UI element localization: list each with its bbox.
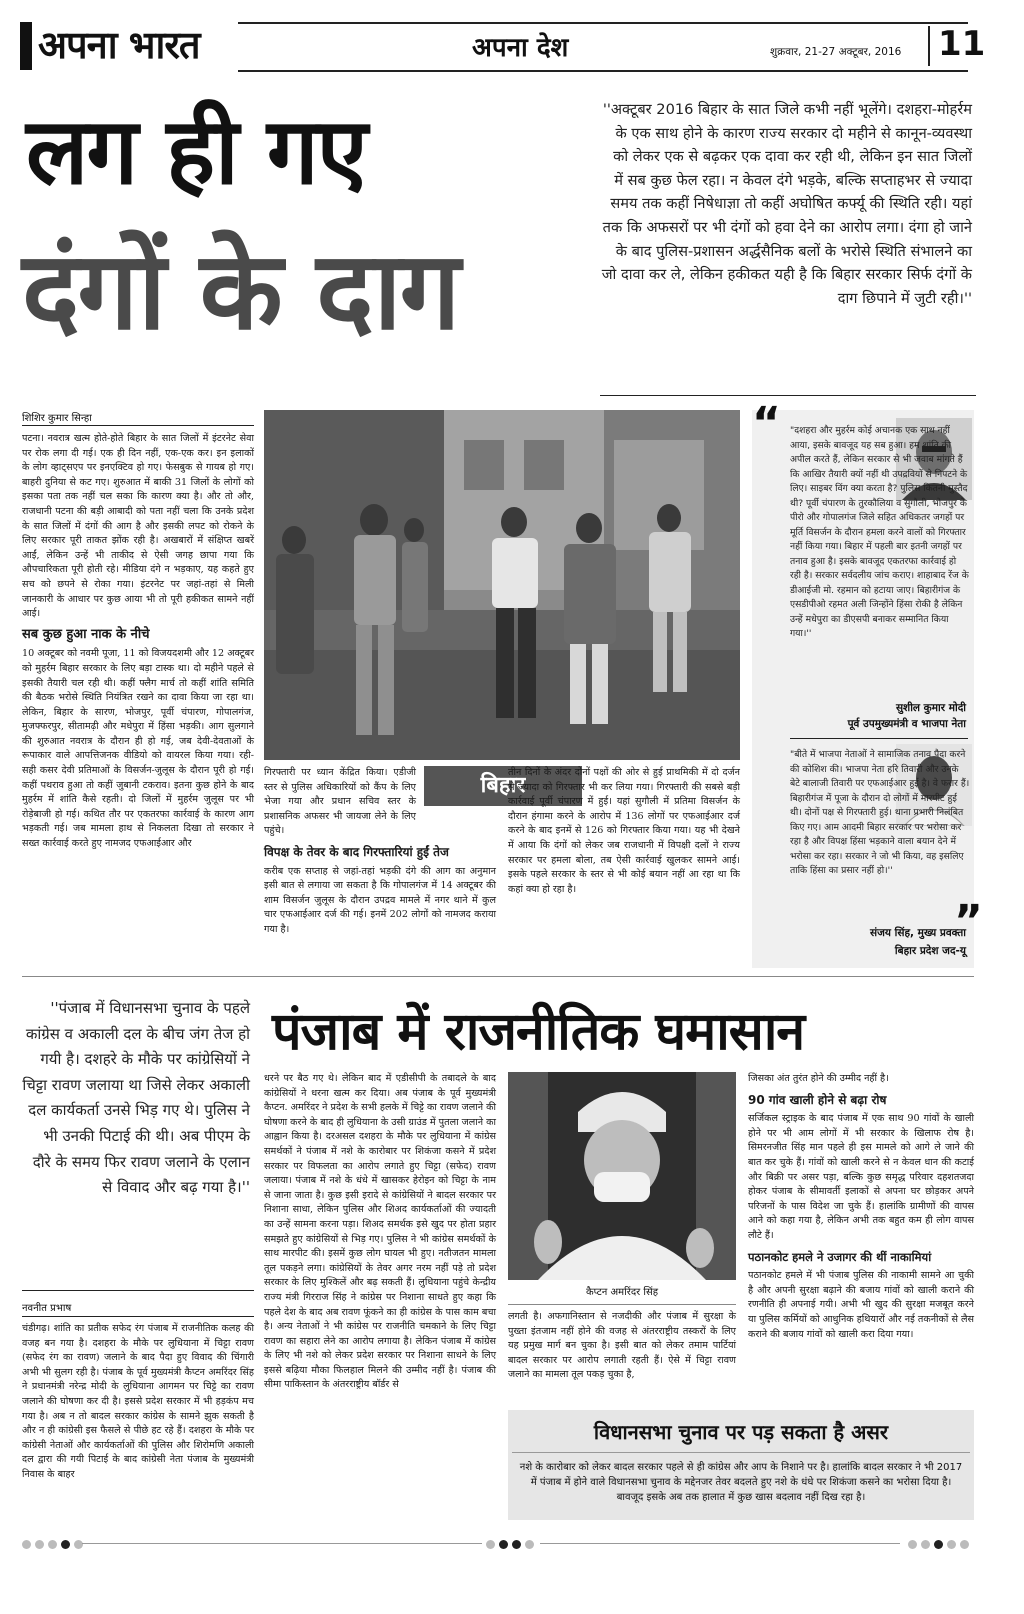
- sidebar-quote-1: "दशहरा और मुहर्रम कोई अचानक एक साथ नहीं आया, इसके बावजूद यह सब हुआ। हम शांति की अपील करते हैं, लेकिन सरकार से भी जवाब मांगते हैं कि आखिर तैयारी क्यों नहीं थी उपद्रवियों से निपटने के लिए। साइबर विंग क्या करता है? पुलिस कितनी मुस्तैद थी? पूर्वी चंपारण के तुरकौलिया व सुगौली, भोजपुर के पीरो और गोपालगंज जिले सहित अधिकतर जगहों पर मूर्ति विसर्जन के दौरान हमला करने वालों को गिरफ्तार नहीं किया गया। बिहार में पहली बार इतनी जगहों पर तनाव हुआ है। इसके बावजूद एकतरफा कार्रवाई हो रही है। सरकार सर्वदलीय जांच कराए। शाहाबाद रेंज के डीआईजी मो. रहमान को हटाया जाए। बिहारीगंज के एसडीपीओ रहमत अली जिन्होंने हिंसा रोकी है लेकिन उन्हें मधेपुरा का डीएसपी बनाकर सम्मानित किया गया।'': [790, 425, 969, 639]
- story1-headline-line2: दंगों के दाग: [22, 229, 459, 354]
- sidebar-name-2: संजय सिंह, मुख्य प्रवक्ता: [870, 927, 966, 939]
- story2-quote-rule: [22, 1290, 254, 1291]
- election-impact-rule: [512, 1452, 970, 1453]
- footer-dots-left: [22, 1538, 83, 1550]
- story1-col2-paragraph-1: गिरफ्तारी पर ध्यान केंद्रित किया। एडीजी स्तर से पुलिस अधिकारियों को कैंप के लिए भेजा गया और प्रधान सचिव स्तर के प्रशासनिक अफसर भी जायजा लेने के लिए पहुंचे।: [264, 767, 416, 837]
- sidebar-divider: [790, 738, 968, 739]
- footer-dots-right: [908, 1538, 969, 1550]
- story2-col4-paragraph-1: जिसका अंत तुरंत होने की उम्मीद नहीं है।: [748, 1073, 889, 1084]
- footer-line-right: [540, 1543, 900, 1544]
- footer-dot: [499, 1540, 508, 1549]
- footer-dot: [512, 1540, 521, 1549]
- footer-dot: [908, 1540, 917, 1549]
- footer-line-left: [82, 1543, 482, 1544]
- sidebar-title-1: पूर्व उपमुख्यमंत्री व भाजपा नेता: [847, 718, 966, 730]
- sidebar-quote-2: "बीते में भाजपा नेताओं ने सामाजिक तनाव पैदा करने की कोशिश की। भाजपा नेता हरि तिवारी और उनके बेटे बालाजी तिवारी पर एफआईआर हुई है। वे फरार हैं। बिहारीगंज में पूजा के दौरान दो लोगों में मारपीट हुई थी। दोनों पक्ष से गिरफ्तारी हुई। थाना प्रभारी निलंबित किए गए। आम आदमी बिहार सरकार पर भरोसा कर रहा है और विपक्ष हिंसा भड़काने वाला बयान देने में भरोसा कर रहा। सरकार ने जो भी किया, वह इसलिए ताकि हिंसा का प्रसार नहीं हो।'': [790, 749, 970, 876]
- story1-col1-paragraph-2: 10 अक्टूबर को नवमी पूजा, 11 को विजयदशमी और 12 अक्टूबर को मुहर्रम बिहार सरकार के लिए बड़ा टास्क था। दो महीने पहले से इसकी तैयारी चल रही थी। कहीं फ्लैग मार्च तो कहीं शांति समिति की बैठक भरोसे स्थिति नियंत्रित रखने का दावा किया जा रहा था। लेकिन, बिहार के सारण, भोजपुर, पूर्वी चंपारण, गोपालगंज, मुजफ्फरपुर, सीतामढ़ी और मधेपुरा में हिंसा भड़की। आग सुलगाने की शुरुआत नवरात्र के दौरान ही हो गई, जब देवी-देवताओं के रूपाकार वाले आपत्तिजनक वीडियो को वायरल किया गया। रही-सही कसर देवी प्रतिमाओं के विसर्जन-जुलूस के दौरान पूरी हो गई। कहीं पथराव हुआ तो कहीं जुबानी टकराव। इतना कुछ होने के बाद मुहर्रम में शांति कैसे रहती। दो जिलों में मुहर्रम जुलूस पर भी रोड़ेबाजी हो गई। कथित तौर पर एकतरफा कार्रवाई के कारण आग भड़कती गई। जब मामला हाथ से निकलता दिखा तो सरकार ने सख्त कार्रवाई करते हुए नामजद एफआईआर और: [22, 648, 254, 850]
- election-impact-title: विधानसभा चुनाव पर पड़ सकता है असर: [593, 1420, 889, 1444]
- footer-dot: [22, 1540, 31, 1549]
- story1-col2-paragraph-2: करीब एक सप्ताह से जहां-तहां भड़की दंगे की आग का अनुमान इसी बात से लगाया जा सकता है कि गोपालगंज में 14 अक्टूबर की शाम विसर्जन जुलूस के दौरान उपद्रव मामले में नगर थाने में कुल चार एफआईआर दर्ज की गई। इनमें 202 लोगों को नामजद कराया गया है।: [264, 865, 496, 935]
- amarinder-singh-photo: [508, 1072, 736, 1280]
- footer-dot: [74, 1540, 83, 1549]
- masthead-page-divider: [928, 26, 930, 66]
- story1-riot-photo: [264, 410, 740, 760]
- story1-col1-subheading: सब कुछ हुआ नाक के नीचे: [22, 626, 150, 642]
- masthead-brand: अपना भारत: [38, 23, 200, 67]
- story1-headline-line1: लग ही गए: [26, 98, 366, 205]
- story1-byline-rule: [22, 425, 254, 426]
- sidebar-quote-mark-close: ”: [954, 896, 983, 947]
- masthead-brand-block: [20, 22, 32, 70]
- masthead-date: शुक्रवार, 21-27 अक्टूबर, 2016: [770, 46, 902, 58]
- story1-col2-subheading: विपक्ष के तेवर के बाद गिरफ्तारियां हुईं तेज: [264, 844, 449, 859]
- story2-column-2: धरने पर बैठ गए थे। लेकिन बाद में एडीसीपी के तबादले के बाद कांग्रेसियों ने धरना खत्म कर दिया। अब पंजाब के पूर्व मुख्यमंत्री कैप्टन. अमरिंदर ने प्रदेश के सभी हलके में चिट्टे का रावण जलाने की घोषणा करने के बाद ही लुधियाना के उसी ग्राउंड में पुतला जलाने का आह्वान किया है। दरअसल दशहरा के मौके पर लुधियाना में कांग्रेस समर्थकों ने पंजाब में नशे के कारोबार पर शिकंजा कसने में प्रदेश सरकार पर विफलता का आरोप लगाते हुए चिट्टा (सफेद) रावण जलाया। पंजाब में नशे के धंधे में खासकर हेरोइन को चिट्टा के नाम से जाना जाता है। कुछ इसी इरादे से कांग्रेसियों ने बादल सरकार पर निशाना साधा, लेकिन पुलिस और शिअद कार्यकर्ताओं की ज्यादती का उन्हें सामना करना पड़ा। शिअद समर्थक इसे खुद पर होता प्रहार समझते हुए कांग्रेसियों से भिड़ गए। पुलिस ने भी कांग्रेस समर्थकों के साथ मारपीट की। इसमें कुछ लोग घायल भी हुए। नतीजतन मामला तूल पकड़ने लगा। कांग्रेसियों के तेवर अगर नरम नहीं पड़े तो प्रदेश सरकार के लिए मुश्किलें और बढ़ सकती हैं। लुधियाना पहुंचे केन्द्रीय राज्य मंत्री गिरराज सिंह ने कांग्रेस पर निशाना साधते हुए कहा कि पहले देश के बाद अब रावण फूंकने का ही कांग्रेस के पास काम बचा है। अन्य नेताओं ने भी कांग्रेस पर राजनीति चमकाने के लिए चिट्टा रावण का सहारा लेने का आरोप लगाया है। लेकिन पंजाब में कांग्रेस के लिए भी नशे को लेकर प्रदेश सरकार पर निशाना साधने के लिए इससे बढ़िया मौका फिलहाल मिलने की उम्मीद नहीं है। पंजाब की सीमा पाकिस्तान के अंतरराष्ट्रीय बॉर्डर से: [264, 1073, 496, 1391]
- footer-dot: [525, 1540, 534, 1549]
- footer-dot: [35, 1540, 44, 1549]
- story2-byline: नवनीत प्रभाष: [22, 1303, 72, 1314]
- footer-dot: [921, 1540, 930, 1549]
- masthead-bottom-rule: [238, 70, 968, 72]
- portrait-photo-illustration: [508, 1072, 736, 1280]
- election-impact-text: नशे के कारोबार को लेकर बादल सरकार पहले से ही कांग्रेस और आप के निशाने पर है। हालांकि बादल सरकार ने भी 2017 में पंजाब में होने वाले विधानसभा चुनाव के मद्देनजर तेवर बदलते हुए नशे के धंधे पर शिकंजा कसने का भरोसा दिया है। बावजूद इसके अब तक हालात में कुछ खास बदलाव नहीं दिख रहा है।: [519, 1462, 963, 1503]
- story2-column-3: लगती है। अफगानिस्तान से नजदीकी और पंजाब में सुरक्षा के पुख्ता इंतजाम नहीं होने की वजह से अंतरराष्ट्रीय तस्करों के लिए यह प्रमुख मार्ग बन चुका है। इसी बात को लेकर तमाम पार्टियां बादल सरकार पर आरोप लगाती रहती हैं। ऐसे में चिट्टा रावण जलाने का मामला तूल पकड़ चुका है,: [508, 1311, 736, 1381]
- story2-col4-paragraph-3: पठानकोट हमले में भी पंजाब पुलिस की नाकामी सामने आ चुकी है और अपनी सुरक्षा बढ़ाने की बजाय गांवों को खाली कराने की रणनीति ही अपनाई गयी। अभी भी खुद की सुरक्षा मजबूत करने या पुलिस कर्मियों को आधुनिक हथियारों और नई तकनीकों से लैस कराने की बजाय गांवों को खाली करा दिया गया।: [748, 1270, 974, 1340]
- masthead-section: अपना देश: [472, 33, 569, 63]
- story1-column-1: [22, 432, 254, 852]
- stories-separator: [22, 976, 974, 977]
- story2-col4-subheading-2: पठानकोट हमले ने उजागर की थीं नाकामियां: [748, 1249, 932, 1264]
- bihar-section-label: बिहार: [424, 766, 582, 806]
- footer-dot: [61, 1540, 70, 1549]
- page-number: 11: [938, 24, 986, 64]
- footer-dot: [934, 1540, 943, 1549]
- story1-column-3: तीन दिनों के अंदर दोनों पक्षों की ओर से हुई प्राथमिकी में दो दर्जन से ज्यादा को गिरफ्तार भी कर लिया गया। गिरफ्तारी की सबसे बड़ी कार्रवाई पूर्वी चंपारण में हुई। यहां सुगौली में प्रतिमा विसर्जन के दौरान हंगामा करने के आरोप में 136 लोगों पर एफआईआर दर्ज करने के बाद इनमें से 126 को गिरफ्तार किया गया। यह भी देखने में आया कि दंगों को लेकर जब राजधानी में विपक्षी दलों ने राज्य सरकार पर हमला बोला, तब ऐसी कार्रवाई खुलकर सामने आई। इसके पहले सरकार के स्तर से भी कोई बयान नहीं आ रहा था कि कहां क्या हो रहा है।: [508, 767, 740, 895]
- footer-dots-center: [486, 1538, 534, 1550]
- story1-pull-quote: ''अक्टूबर 2016 बिहार के सात जिले कभी नहीं भूलेंगे। दशहरा-मोहर्रम के एक साथ होने के कारण राज्य सरकार दो महीने से कानून-व्यवस्था को लेकर एक से बढ़कर एक दावा कर रही थी, लेकिन इन सात जिलों में सब कुछ फेल रहा। न केवल दंगे भड़के, बल्कि सप्ताहभर से ज्यादा समय तक कहीं निषेधाज्ञा तो कहीं अघोषित कर्फ्यू की स्थिति रही। यहां तक कि अफसरों पर भी दंगों को हवा देने का आरोप लगा। दंगा हो जाने के बाद पुलिस-प्रशासन अर्द्धसैनिक बलों के भरोसे स्थिति संभालने का जो दावा कर ले, लेकिन हकीकत यही है कि बिहार सरकार सिर्फ दंगों के दाग छिपाने में जुटी रही।'': [601, 101, 972, 307]
- sidebar-name-1: सुशील कुमार मोदी: [895, 702, 966, 714]
- story2-pull-quote: ''पंजाब में विधानसभा चुनाव के पहले कांग्रेस व अकाली दल के बीच जंग तेज हो गयी है। दशहरे के मौके पर कांग्रेसियों ने चिट्टा रावण जलाया था जिसे लेकर अकाली दल कार्यकर्ता उनसे भिड़ गए थे। पुलिस ने भी उनकी पिटाई की थी। अब पीएम के दौरे के समय फिर रावण जलाने के एलान से विवाद और बढ़ गया है।'': [22, 999, 250, 1197]
- story2-column-1: चंडीगढ़। शांति का प्रतीक सफेद रंग पंजाब में राजनीतिक कलह की वजह बन गया है। दशहरा के मौके पर लुधियाना में चिट्टा रावण (सफेद रंग का रावण) जलाने के बाद पैदा हुए विवाद की चिंगारी अभी भी सुलग रही है। पंजाब के पूर्व मुख्यमंत्री कैप्टन अमरिंदर सिंह ने प्रधानमंत्री नरेन्द्र मोदी के लुधियाना आगमन पर चिट्टे का रावण जलाने की घोषणा कर दी है। इससे प्रदेश सरकार में भी हड़कंप मच गया है। अब न तो बादल सरकार कांग्रेस के सामने झुक सकती है और न ही कांग्रेसी इस फैसले से पीछे हट रहे हैं। दशहरा के मौके पर कांग्रेसी नेताओं और कार्यकर्ताओं की पुलिस और शिरोमणि अकाली दल द्वारा की गयी पिटाई के बाद कांग्रेसी नेता पंजाब के मुख्यमंत्री निवास के बाहर: [22, 1323, 254, 1480]
- story1-byline: शिशिर कुमार सिन्हा: [22, 413, 92, 424]
- footer-dot: [960, 1540, 969, 1549]
- caption-rule: [508, 1304, 736, 1305]
- footer-dot: [48, 1540, 57, 1549]
- footer-dot: [947, 1540, 956, 1549]
- story2-headline: पंजाब में राजनीतिक घमासान: [272, 1002, 805, 1062]
- story2-col4-paragraph-2: सर्जिकल स्ट्राइक के बाद पंजाब में एक साथ 90 गांवों के खाली होने पर भी आम लोगों में भी सरकार के खिलाफ रोष है। सिमरनजीत सिंह मान पहले ही इस मामले को आगे ले जाने की बात कर चुके हैं। गांवों को खाली करने से न केवल धान की कटाई और बिक्री पर असर पड़ा, बल्कि कुछ समृद्ध परिवार दहशतजदा होकर पंजाब के सीमावर्ती इलाकों से अपना घर छोड़कर अपने परिजनों के पास विदेश जा चुके हैं। हालांकि ग्रामीणों की वापस आने को कहा गया है, लेकिन अभी तक बहुत कम ही लोग वापस लौटे हैं।: [748, 1113, 974, 1241]
- sidebar-title-2: बिहार प्रदेश जद-यू: [894, 945, 966, 957]
- riot-photo-illustration: [264, 410, 740, 760]
- story1-col1-paragraph-1: पटना। नवरात्र खत्म होते-होते बिहार के सात जिलों में इंटरनेट सेवा पर रोक लगा दी गई। एक ही दिन नहीं, एक-एक कर। इन इलाकों के लोग व्हाट्सएप पर इनएक्टिव हो गए। फेसबुक से गायब हो गए। बाहरी दुनिया से कट गए। शुरुआत में बाकी 31 जिलों के लोगों को इसका पता तक नहीं चल सका कि कारण क्या है। और तो और, राजधानी पटना की बड़ी आबादी को पता नहीं चला कि उनके प्रदेश के सात जिलों में दंगों की आग है और इसकी लपट को रोकने के लिए सरकार पूरी ताकत झोंक रही है। अखबारों में संक्षिप्त खबरें आईं, लेकिन उन्हें भी ताकीद से ऐसी जगह छापा गया कि औपचारिकता पूरी होती रहे। मीडिया दंगे न भड़काए, यह कहते हुए सच को छपने से रोका गया। इंटरनेट पर जहां-तहां से मिली जानकारी के आधार पर कुछ आया भी तो पूरी हकीकत सामने नहीं आई।: [22, 433, 254, 620]
- masthead-top-rule: [238, 22, 968, 24]
- story2-col4-subheading-1: 90 गांव खाली होने से बढ़ा रोष: [748, 1092, 887, 1107]
- story2-column-4: [748, 1072, 974, 1342]
- story1-quote-rule: [600, 395, 976, 396]
- footer-dot: [486, 1540, 495, 1549]
- sidebar-quote-mark-open: “: [752, 398, 781, 449]
- story2-byline-rule: [22, 1316, 254, 1317]
- amarinder-photo-caption: कैप्टन अमरिंदर सिंह: [585, 1287, 659, 1298]
